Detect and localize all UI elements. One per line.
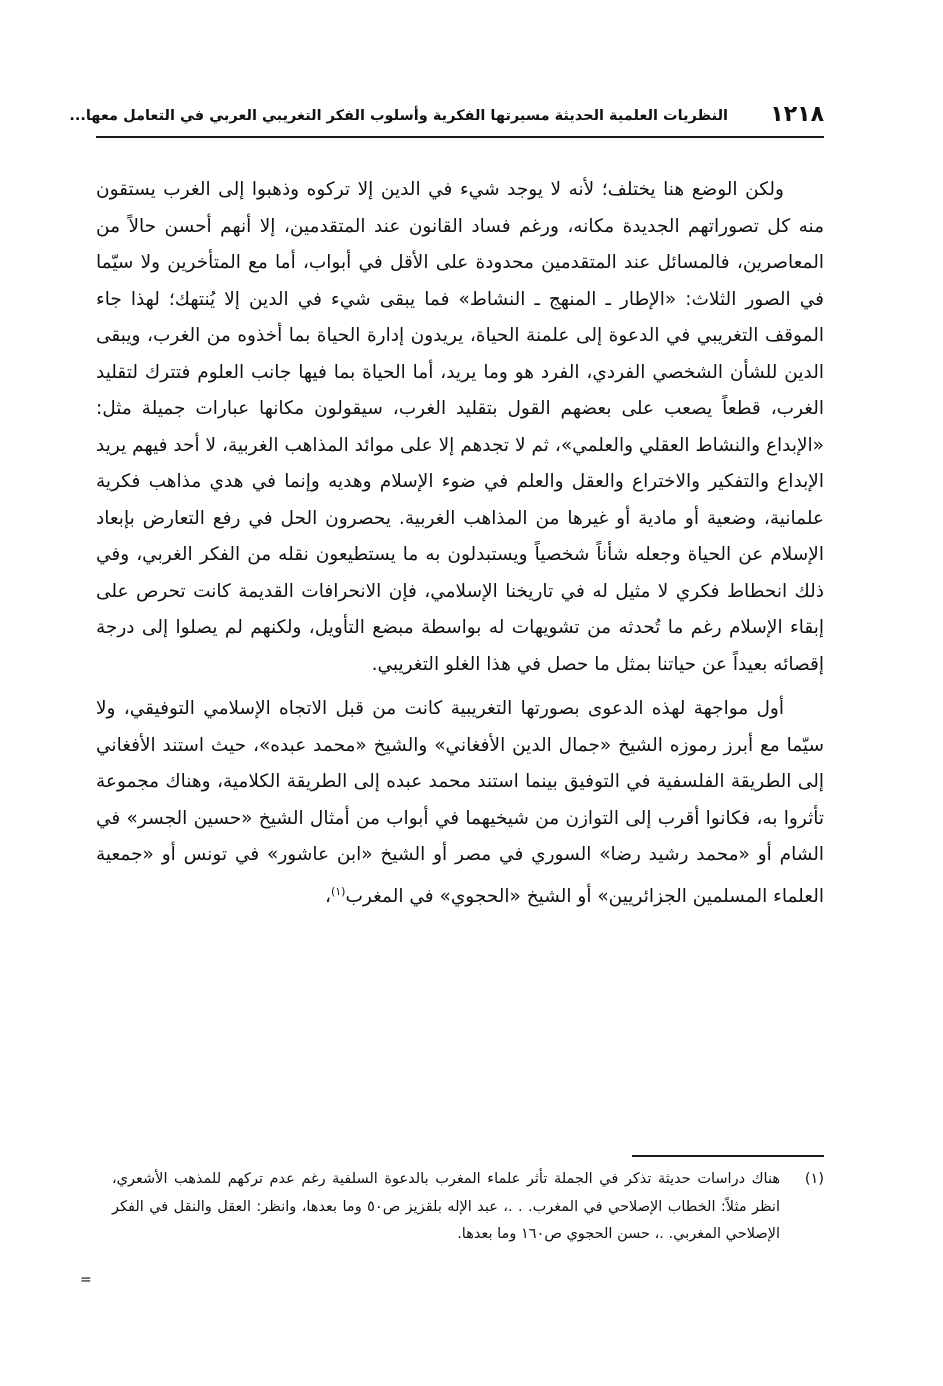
footnote-item [112,1166,824,1249]
footnotes [112,1166,824,1249]
paragraph-2-tail: ، [324,885,331,907]
continuation-mark: = [80,1272,92,1288]
paragraph-2 [96,691,824,915]
paragraph-2-text: أول مواجهة لهذه الدعوى بصورتها التغريبية كانت من قبل الاتجاه الإسلامي التوفيقي، ولا سيّما مع أبرز رموزه الشيخ «جمال الدين الأفغاني» والشيخ «محمد عبده»، حيث استند الأفغاني إلى الطريقة الفلسفية في التوفيق بينما استند محمد عبده إلى الطريقة الكلامية، وهناك مجموعة تأثروا به، فكانوا أقرب إلى التوازن من شيخيهما في أبواب من أمثال الشيخ «حسين الجسر» في الشام أو «محمد رشيد رضا» السوري في مصر أو الشيخ «ابن عاشور» في تونس أو «جمعية العلماء المسلمين الجزائريين» أو الشيخ «الحجوي» في المغرب [96,698,824,907]
footnote-marker: (١) [804,1171,824,1187]
footnote-separator [632,1155,824,1157]
footnote-text: هناك دراسات حديثة تذكر في الجملة تأثر علماء المغرب بالدعوة السلفية رغم عدم تركهم للمذهب الأشعري، انظر مثلاً: الخطاب الإصلاحي في المغرب. . .، عبد الإله بلقزيز ص٥٠ وما بعدها، وانظر: العقل والنقل في الفكر الإصلاحي المغربي. .، حسن الحجوي ص١٦٠ وما بعدها. [112,1171,780,1242]
page-header [69,96,824,138]
running-title: النظريات العلمية الحديثة مسيرتها الفكرية وأسلوب الفكر التغريبي العربي في التعامل معها... [69,108,728,124]
main-text [96,172,824,915]
footnote-reference[interactable]: (١) [330,884,346,898]
paragraph-1: ولكن الوضع هنا يختلف؛ لأنه لا يوجد شيء في الدين إلا تركوه وذهبوا إلى الغرب يستقون منه كل تصوراتهم الجديدة مكانه، ورغم فساد القانون عند المتقدمين، إلا أنهم أحسن حالاً من المعاصرين، فالمسائل عند المتقدمين محدودة على الأقل في أبواب، أما مع المتأخرين ولا سيّما في الصور الثلاث: «الإطار ـ المنهج ـ النشاط» فما يبقى شيء في الدين إلا يُنتهك؛ لهذا جاء الموقف التغريبي في الدعوة إلى علمنة الحياة، يريدون إدارة الحياة بما أخذوه من الغرب، ويبقى الدين للشأن الشخصي الفردي، الفرد هو وما يريد، أما الحياة بما فيها جانب العلوم فتترك لتقليد الغرب، قطعاً يصعب على بعضهم القول بتقليد الغرب، سيقولون مكانها عبارات جميلة مثل: «الإبداع والنشاط العقلي والعلمي»، ثم لا تجدهم إلا على موائد المذاهب الغربية، لا أحد فيهم يريد الإبداع والتفكير والاختراع والعقل والعلم في ضوء الإسلام وهديه وإنما في هدي مذاهب فكرية علمانية، وضعية أو مادية أو غيرها من المذاهب الغربية. يحصرون الحل في رفع التعارض بإبعاد الإسلام عن الحياة وجعله شأناً شخصياً ويستبدلون به ما يستطيعون نقله من الفكر الغربي، وفي ذلك انحطاط فكري لا مثيل له في تاريخنا الإسلامي، فإن الانحرافات القديمة كانت تحرص على إبقاء الإسلام رغم ما تُحدثه من تشويهات له بواسطة مبضع التأويل، ولكنهم لم يصلوا إلى درجة إقصائه بعيداً عن حياتنا بمثل ما حصل في هذا الغلو التغريبي. [96,179,824,675]
page-number: ١٢١٨ [770,102,824,127]
paragraph-spacer [96,683,824,691]
